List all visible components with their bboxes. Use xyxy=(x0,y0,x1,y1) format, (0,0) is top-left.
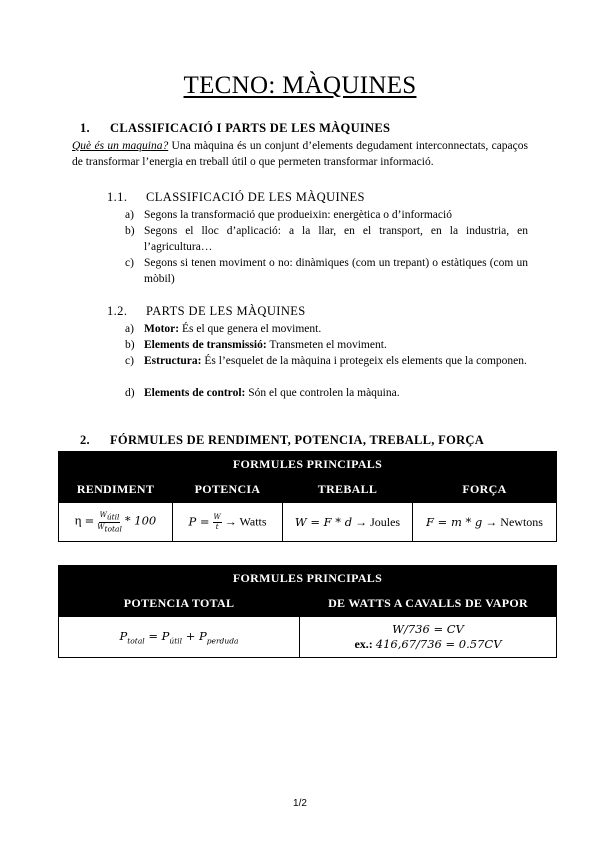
list-item-text: Són el que controlen la màquina. xyxy=(245,387,400,399)
list-item-term: Elements de control: xyxy=(144,387,246,399)
definition-question: Què és un maquina? xyxy=(72,140,169,152)
definition-paragraph xyxy=(72,138,528,170)
list-item xyxy=(125,385,528,401)
formula-treball: W = F * d → Joules xyxy=(283,503,413,542)
list-item xyxy=(125,207,528,223)
list-item xyxy=(125,321,528,337)
list-item xyxy=(125,223,528,255)
section-1-heading xyxy=(80,121,390,136)
list-marker: d) xyxy=(125,387,135,399)
subsection-1-1-number: 1.1. xyxy=(107,190,128,204)
subsection-1-2-title: PARTS DE LES MÀQUINES xyxy=(146,304,306,318)
list-item xyxy=(125,353,528,369)
list-item-text: Transmeten el moviment. xyxy=(266,339,387,351)
subsection-1-2-number: 1.2. xyxy=(107,304,128,318)
list-marker: a) xyxy=(125,323,134,335)
definition-text: Una màquina és un conjunt d’elements degudament interconnectats, capaços de transformar l’energia en treball útil o que permeten transformar informació. xyxy=(72,140,528,168)
formulas-table-2 xyxy=(58,565,557,658)
formula-potencia-total: $P_{total} = P_{útil} + P_{perduda}$ xyxy=(59,617,300,658)
column-header-potencia-total: POTENCIA TOTAL xyxy=(59,591,300,617)
list-item-text: Segons si tenen moviment o no: dinàmiques (com un trepant) o estàtiques (com un mòbil) xyxy=(144,257,528,285)
section-2-heading xyxy=(80,433,484,448)
section-2-number: 2. xyxy=(80,433,90,447)
section-1-title: CLASSIFICACIÓ I PARTS DE LES MÀQUINES xyxy=(110,121,391,135)
column-header-treball: TREBALL xyxy=(283,477,413,503)
formula-watts-cv: W/736 = CV ex.: 416,67/736 = 0.57CV xyxy=(300,617,557,658)
unit-treball: Joules xyxy=(370,514,401,529)
formula-rendiment: η = $\frac{W_{útil}}{W_{total}}$ * 100 xyxy=(59,503,173,542)
section-2-title: FÓRMULES DE RENDIMENT, POTENCIA, TREBALL, FORÇA xyxy=(110,433,485,447)
unit-forca: Newtons xyxy=(500,514,543,529)
subsection-1-1-heading xyxy=(107,190,365,205)
unit-potencia: Watts xyxy=(239,513,267,528)
formula-potencia: P = $\frac{W}{t}$ → Watts xyxy=(173,503,283,542)
column-header-rendiment: RENDIMENT xyxy=(59,477,173,503)
example-label: ex.: xyxy=(354,637,373,651)
table-2-header: FORMULES PRINCIPALS xyxy=(59,566,557,591)
list-marker: c) xyxy=(125,355,134,367)
list-item-text: Segons el lloc d’aplicació: a la llar, en el transport, en la industria, en l’agricultura… xyxy=(144,225,528,253)
column-header-potencia: POTENCIA xyxy=(173,477,283,503)
list-item-term: Motor: xyxy=(144,323,180,335)
list-item-term: Estructura: xyxy=(144,355,202,367)
formula-forca: F = m * g → Newtons xyxy=(413,503,557,542)
list-item-text: És l’esquelet de la màquina i protegeix els elements que la componen. xyxy=(201,355,527,367)
list-marker: b) xyxy=(125,225,135,237)
formulas-table-1 xyxy=(58,451,557,542)
list-item-term: Elements de transmissió: xyxy=(144,339,267,351)
list-marker: a) xyxy=(125,209,134,221)
list-item xyxy=(125,255,528,287)
list-item-text: És el que genera el moviment. xyxy=(179,323,322,335)
table-1-header: FORMULES PRINCIPALS xyxy=(59,452,557,477)
column-header-forca: FORÇA xyxy=(413,477,557,503)
subsection-1-1-title: CLASSIFICACIÓ DE LES MÀQUINES xyxy=(146,190,365,204)
list-marker: b) xyxy=(125,339,135,351)
list-item-text: Segons la transformació que produeixin: energètica o d’informació xyxy=(144,209,452,221)
page-number: 1/2 xyxy=(293,798,307,809)
section-1-number: 1. xyxy=(80,121,90,135)
list-marker: c) xyxy=(125,257,134,269)
column-header-watts-cv: DE WATTS A CAVALLS DE VAPOR xyxy=(300,591,557,617)
list-item xyxy=(125,337,528,353)
subsection-1-2-heading xyxy=(107,304,306,319)
page-title: TECNO: MÀQUINES xyxy=(183,72,417,99)
